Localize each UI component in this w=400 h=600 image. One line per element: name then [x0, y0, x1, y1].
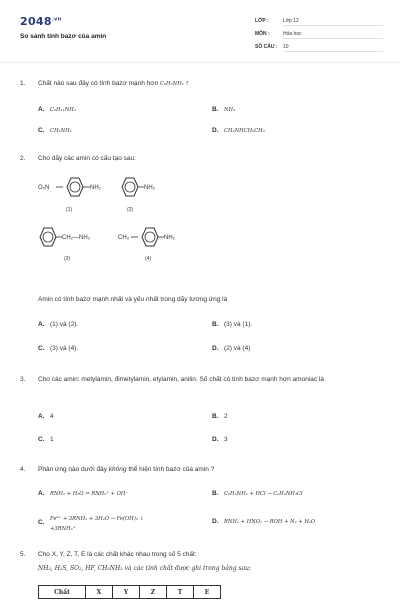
- option-d[interactable]: D. (2) và (4): [212, 345, 251, 352]
- option-c[interactable]: C. Fe³⁺ + 3RNH₂ + 3H₂O → Fe(OH)₃ ↓ +3RNH₃⁺: [38, 516, 144, 532]
- svg-text:O₂N: O₂N: [38, 185, 50, 191]
- option-c[interactable]: C. (3) và (4).: [38, 345, 79, 352]
- question-number: 1.: [20, 80, 26, 87]
- option-b[interactable]: B. C₆H₅NH₂ + HCl → C₆H₅NH₃Cl: [212, 490, 303, 497]
- option-b[interactable]: B. 2: [212, 413, 228, 420]
- structure-2-label: (2): [127, 207, 134, 213]
- question-number: 4.: [20, 466, 26, 473]
- document-header: [0, 0, 400, 63]
- option-b[interactable]: B. NH₃: [212, 106, 236, 113]
- structure-2-diagram: [120, 175, 170, 199]
- question-subtext: Amin có tính bazơ mạnh nhất và yếu nhất trong dãy tương ứng là: [38, 296, 228, 303]
- structure-1-diagram: [38, 175, 118, 199]
- structure-1-label: (1): [66, 207, 73, 213]
- question-number: 2.: [20, 155, 26, 162]
- svg-text:NH₂: NH₂: [90, 185, 101, 191]
- option-a[interactable]: A. (1) và (2).: [38, 321, 79, 328]
- option-d[interactable]: D. 3: [212, 436, 228, 443]
- structure-3-diagram: [38, 225, 118, 249]
- svg-text:CH₂—NH₂: CH₂—NH₂: [62, 235, 90, 241]
- question-text: Chất nào sau đây có tính bazơ mạnh hơn C₆H₅NH₂ ?: [38, 80, 189, 87]
- structure-4-label: (4): [145, 256, 152, 262]
- question-number: 3.: [20, 376, 26, 383]
- svg-text:CH₃: CH₃: [118, 235, 130, 241]
- option-c[interactable]: C. CH₃NH₂: [38, 127, 72, 134]
- table-header-cell: Chất: [39, 586, 86, 599]
- question-text: Cho X, Y, Z, T, E là các chất khác nhau trong số 5 chất:: [38, 551, 197, 558]
- subject-field: MÔN : Hóa học: [255, 31, 383, 39]
- option-a[interactable]: A. 4: [38, 413, 54, 420]
- site-logo[interactable]: $2048^{.vn}$: [20, 15, 62, 28]
- svg-text:NH₂: NH₂: [164, 235, 175, 241]
- option-a[interactable]: A. C₆H₁₁NH₂: [38, 106, 76, 113]
- option-c[interactable]: C. 1: [38, 436, 54, 443]
- structure-3-label: (3): [64, 256, 71, 262]
- question-text: Phản ứng nào dưới đây không thể hiện tính bazơ của amin ?: [38, 466, 215, 473]
- option-d[interactable]: D. CH₃NHCH₂CH₃: [212, 127, 265, 134]
- table-header-row: [39, 586, 221, 599]
- structure-4-diagram: [118, 225, 188, 249]
- table-header-cell: E: [194, 586, 221, 599]
- table-header-cell: X: [86, 586, 113, 599]
- svg-text:NH₂: NH₂: [144, 185, 155, 191]
- table-header-cell: Z: [140, 586, 167, 599]
- question-count-field: SỐ CÂU : 10: [255, 44, 383, 52]
- question-text: Cho dãy các amin có cấu tạo sau:: [38, 155, 136, 162]
- option-a[interactable]: A. RNH₂ + H₂O ⇌ RNH₃⁺ + OH⁻: [38, 490, 129, 497]
- question-number: 5.: [20, 551, 26, 558]
- class-field: LỚP : Lớp 12: [255, 18, 383, 26]
- table-header-cell: T: [167, 586, 194, 599]
- question-text: Cho các amin: metylamin, đimetylamin, etylamin, anilin. Số chất có tính bazơ mạnh hơn amoniac là: [38, 376, 324, 383]
- document-title: So sánh tính bazơ của amin: [20, 33, 107, 40]
- question-subtext: NH₃, H₂S, SO₂, HF, CH₃NH₂ và các tính chất được ghi trong bảng sau:: [38, 565, 252, 572]
- option-b[interactable]: B. (3) và (1).: [212, 321, 253, 328]
- option-d[interactable]: D. RNH₂ + HNO₂ → ROH + N₂ + H₂O: [212, 518, 316, 525]
- table-header-cell: Y: [113, 586, 140, 599]
- properties-table: [38, 585, 221, 599]
